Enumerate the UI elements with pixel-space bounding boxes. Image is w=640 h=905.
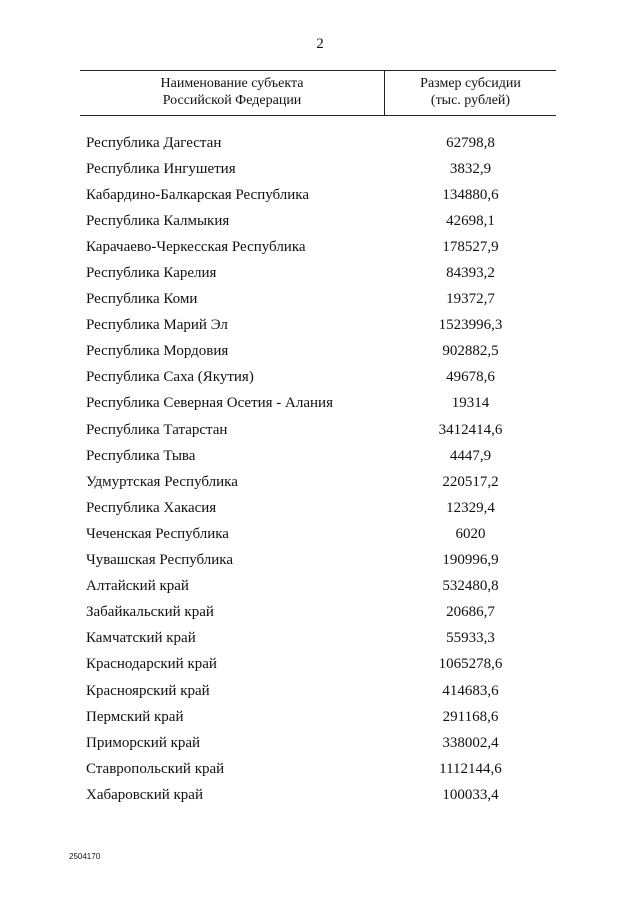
table-row xyxy=(86,626,556,652)
page-number: 2 xyxy=(316,36,324,52)
table-row xyxy=(86,678,556,704)
subsidy-amount: 338002,4 xyxy=(442,734,499,751)
region-name: Пермский край xyxy=(86,708,184,725)
column-header-amount-line1: Размер субсидии xyxy=(420,76,521,91)
subsidy-amount: 1112144,6 xyxy=(439,760,502,777)
region-name: Забайкальский край xyxy=(86,604,214,621)
region-name: Чеченская Республика xyxy=(86,525,229,542)
region-name: Республика Ингушетия xyxy=(86,160,236,177)
region-name: Республика Тыва xyxy=(86,447,196,464)
table-row xyxy=(86,234,556,260)
subsidy-amount: 190996,9 xyxy=(442,552,499,569)
region-name: Краснодарский край xyxy=(86,656,217,673)
region-name: Приморский край xyxy=(86,734,201,751)
subsidy-amount: 1523996,3 xyxy=(438,317,503,334)
table-row xyxy=(86,260,556,286)
table-row xyxy=(86,130,556,156)
subsidy-amount: 3832,9 xyxy=(449,160,492,177)
region-name: Удмуртская Республика xyxy=(86,473,238,490)
region-name: Республика Татарстан xyxy=(86,421,228,438)
table-row xyxy=(86,652,556,678)
region-name: Республика Коми xyxy=(86,291,198,308)
column-header-name-line1: Наименование субъекта xyxy=(160,76,304,91)
table-row xyxy=(86,600,556,626)
region-name: Хабаровский край xyxy=(86,786,203,803)
table-row xyxy=(86,704,556,730)
region-name: Кабардино-Балкарская Республика xyxy=(86,186,310,203)
subsidy-amount: 42698,1 xyxy=(446,212,495,229)
subsidy-amount: 6020 xyxy=(455,525,486,542)
table-row xyxy=(86,339,556,365)
subsidy-amount: 19314 xyxy=(451,395,490,412)
table-row xyxy=(86,365,556,391)
column-header-amount-line2: (тыс. рублей) xyxy=(430,93,511,108)
table-row xyxy=(86,730,556,756)
region-name: Карачаево-Черкесская Республика xyxy=(86,238,306,255)
table-row xyxy=(86,574,556,600)
subsidy-amount: 532480,8 xyxy=(442,578,499,595)
table-row xyxy=(86,156,556,182)
subsidy-amount: 3412414,6 xyxy=(438,421,503,438)
region-name: Камчатский край xyxy=(86,630,196,647)
subsidy-amount: 100033,4 xyxy=(442,786,499,803)
table-body xyxy=(86,130,556,808)
subsidy-amount: 414683,6 xyxy=(442,682,499,699)
table-row xyxy=(86,313,556,339)
subsidy-amount: 55933,3 xyxy=(446,630,495,647)
region-name: Ставропольский край xyxy=(86,760,225,777)
subsidy-amount: 220517,2 xyxy=(442,473,499,490)
region-name: Республика Марий Эл xyxy=(86,317,228,334)
region-name: Республика Дагестан xyxy=(86,134,222,151)
subsidy-amount: 19372,7 xyxy=(446,291,495,308)
table-row xyxy=(86,548,556,574)
table-row xyxy=(86,495,556,521)
column-header-amount xyxy=(385,75,556,109)
table-row xyxy=(86,469,556,495)
subsidy-amount: 49678,6 xyxy=(446,369,495,386)
subsidy-amount: 84393,2 xyxy=(446,265,495,282)
subsidy-amount: 1065278,6 xyxy=(438,656,503,673)
subsidy-amount: 62798,8 xyxy=(446,134,495,151)
subsidy-amount: 291168,6 xyxy=(442,708,499,725)
subsidy-amount: 134880,6 xyxy=(442,186,499,203)
table-row xyxy=(86,391,556,417)
table-row xyxy=(86,756,556,782)
table-row xyxy=(86,182,556,208)
subsidy-amount: 12329,4 xyxy=(446,499,495,516)
region-name: Чувашская Республика xyxy=(86,552,234,569)
subsidy-amount: 20686,7 xyxy=(446,604,495,621)
region-name: Республика Северная Осетия - Алания xyxy=(86,395,333,412)
region-name: Республика Карелия xyxy=(86,265,217,282)
table-row xyxy=(86,417,556,443)
subsidy-amount: 902882,5 xyxy=(442,343,499,360)
subsidy-amount: 4447,9 xyxy=(449,447,492,464)
region-name: Республика Калмыкия xyxy=(86,212,230,229)
column-header-name-line2: Российской Федерации xyxy=(162,93,302,108)
column-header-name xyxy=(80,75,384,109)
table-row xyxy=(86,782,556,808)
subsidy-amount: 178527,9 xyxy=(442,238,499,255)
document-code: 2504170 xyxy=(69,852,101,861)
region-name: Республика Саха (Якутия) xyxy=(86,369,254,386)
region-name: Алтайский край xyxy=(86,578,189,595)
table-header xyxy=(80,70,556,116)
table-row xyxy=(86,443,556,469)
region-name: Республика Хакасия xyxy=(86,499,217,516)
region-name: Республика Мордовия xyxy=(86,343,229,360)
table-row xyxy=(86,208,556,234)
region-name: Красноярский край xyxy=(86,682,210,699)
table-row xyxy=(86,521,556,547)
table-row xyxy=(86,287,556,313)
